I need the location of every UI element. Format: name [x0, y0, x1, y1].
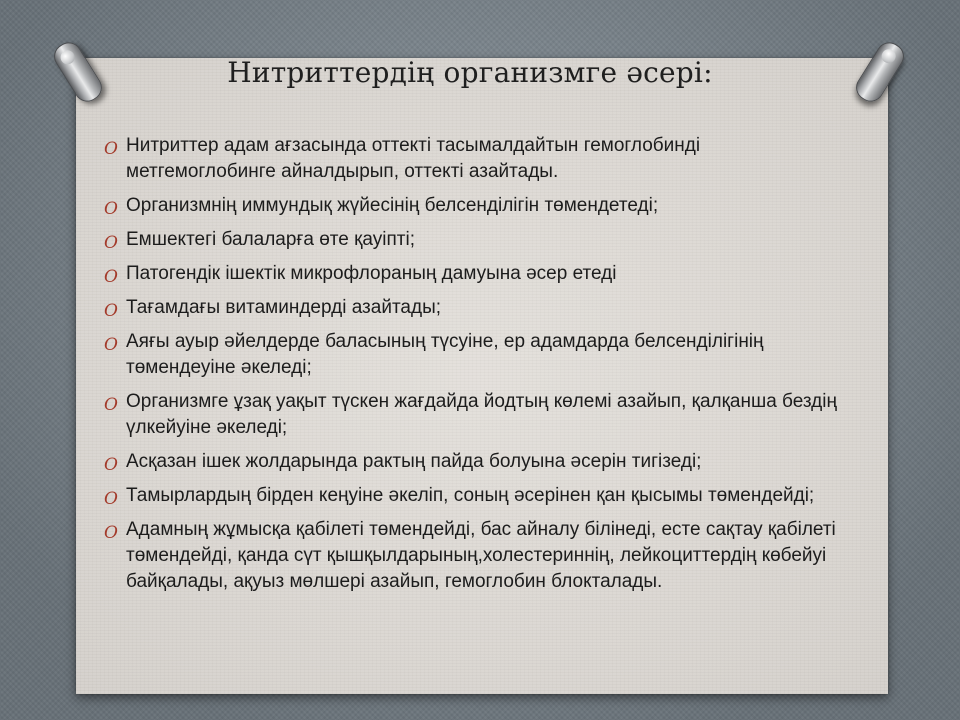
list-item-text: Организмнің иммундық жүйесінің белсенділігін төмендетеді; — [126, 195, 659, 216]
list-item — [104, 133, 844, 185]
list-item-text: Организмге ұзақ уақыт түскен жағдайда йодтың көлемі азайып, қалқанша бездің үлкейуіне әкеледі; — [126, 391, 837, 438]
list-item — [104, 517, 844, 595]
list-item — [104, 261, 844, 287]
list-item-text: Нитриттер адам ағзасында оттекті тасымалдайтын гемоглобинді метгемоглобинге айналдырып, оттекті азайтады. — [126, 135, 701, 182]
list-item-text: Патогендік ішектік микрофлораның дамуына әсер етеді — [126, 263, 617, 284]
list-item — [104, 193, 844, 219]
list-item-text: Тағамдағы витаминдерді азайтады; — [126, 297, 442, 318]
list-item — [104, 389, 844, 441]
list-item-text: Асқазан ішек жолдарында рактың пайда болуына әсерін тигізеді; — [126, 451, 702, 472]
list-item-text: Аяғы ауыр әйелдерде баласының түсуіне, ер адамдарда белсенділігінің төмендеуіне әкеледі; — [126, 331, 764, 378]
bullet-icon: O — [104, 199, 118, 219]
list-item-text: Тамырлардың бірден кеңуіне әкеліп, соның әсерінен қан қысымы төмендейді; — [126, 485, 815, 506]
slide-title: Нитриттердің организмге әсері: — [227, 56, 713, 89]
list-item — [104, 483, 844, 509]
list-item — [104, 329, 844, 381]
list-item — [104, 449, 844, 475]
bullet-icon: O — [104, 267, 118, 287]
bullet-icon: O — [104, 335, 118, 355]
list-item-text: Адамның жұмысқа қабілеті төмендейді, бас айналу білінеді, есте сақтау қабілеті төмендейді, қанда сүт қышқылдарының,холестериннің, лейкоциттердің көбейуі байқалады, ақуыз мөлшері азайып, гемоглобин блокталады. — [126, 519, 836, 592]
bullet-icon: O — [104, 523, 118, 543]
bullet-icon: O — [104, 395, 118, 415]
bullet-icon: O — [104, 233, 118, 253]
bullet-icon: O — [104, 301, 118, 321]
bullet-list — [104, 133, 844, 603]
list-item — [104, 227, 844, 253]
bullet-icon: O — [104, 489, 118, 509]
list-item-text: Емшектегі балаларға өте қауіпті; — [126, 229, 415, 250]
bullet-icon: O — [104, 139, 118, 159]
bullet-icon: O — [104, 455, 118, 475]
list-item — [104, 295, 844, 321]
